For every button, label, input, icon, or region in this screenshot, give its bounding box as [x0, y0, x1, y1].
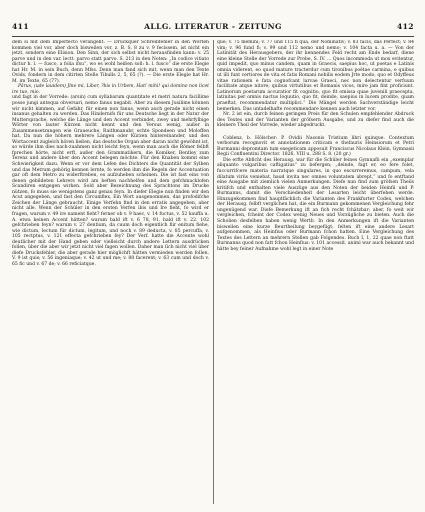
- book-review-entry: Coblenz, b. Hölscher: P. Ovidii Nasonis Tristium libri quinque. Contextum verborum recognovit et annotationem criticam e thefauris Heinsiorum et Petri Burmanni depromtam tum exegeticam apposuit Franciscus Nicolaus Klein, Gymnasii Regii Confluentini Director. 1826. VIII u. 288 S. 8. (20 gr.): [217, 135, 414, 158]
- page-header: [12, 22, 414, 37]
- right-paragraph-1: que; v. 75 memini; v. 77 und 115 fi qua, der Nominativ; v. 83 facis, das Perfect; v. 84 vim; v. 96 fund fi; v. 99 und 112 nemo und nemo; v. 104 facta u. a. — Von der Latinität des Herausgebers, der ihr kennendes Feld recht am Ende bedarf, diene eine kleine Stelle der Vorrede zur Probe, S. IV. ... Quos incommoda ut mox evitentur, quid impedit, quo minus candem, quam in Graecis, saepius hoc, ut poetas e Latinis omnia viderent, eo quod mature tracterdur cum tironibus poëtae carmina, e quibus ut illi funt certiores de vita et fatis Romani nobilis eodem Jrte modo, quo et Odyffeus vitae rationem e fata cognofcant larvae Graeci, nec non delectentur verfuum facilitate atque nitore; quibus virtutibus et Romanis vicos, mire jam fint proficiunt. Latinorum poetarum accuratior fit cognitio, quo fit omissa quae juvenili praecepta, latinitas per omnis nactus loquutio, quo fit, deinde, saepius in lucem prodite, quam praeftat, recommendatur multiplici.“ Die Mängel werden Sachverständige leicht bemerken. Das untadelhafte recommendare kennen auch letzter vor.: [217, 40, 414, 112]
- left-paragraph-2: und fagt in der Vorrede: (arsin) cum syllabarum quantitate et metri natura facillime posse jungi antequa obversari, nemo fanus negabit. Aber zu diesem Jusilime können wir nicht kimmen, auf Gefahr, für einen non fanus, wenn auch gerade nicht einen insanus gehalten zu werden. Das Hindernifs für uns Deutsche liegt in der Natur der Muttersprache, welche die Länge und den Accent verbindet, zwey und mehrfylbige Wörter von lauter Kürzen nicht kennt und den Versus wenig, außer in Zusammensetzungen wie Graueuche, Raithmanubr, echte Spondeen und Moloffen hat. Da nun die höhern mehrere Längen oder Kürzen hintereinander, und den Wortaccent zugleich hören ließen, das deutsche Organ aber daran nicht gewöhnt ist, so würde ihm dies nach-zuahmen nicht leicht feyn, wenn man auch die Römer felbft fprechen hörte, nicht erft, außer den Grammatikern, die Komiker, Bentley zum Terenz und andere über den Accent belegen möchte. Für den Knaben kommt eine Schwierigkeit dazu. Wenn er vor dem Lefen des Dichters die Quantität der Sylben und das Metrum gehörig kennen lernte, fo werden ihm die Regeln der Accentuation gar oft dem Metro zu widerftreben, es aufzuheben scheinen. Die ist fast eins von denen gebildeten Lehrers wird am beften nachhelfen und dem gefchmacklofen Scandiren entgegen wirken. Sold aber Bezeichnung des Sprachtons im Drucke nützen, fo muss sie wenigstens ganz genau feyn. In diefer Elegie nun finden wir den Acut angegeben, und fast den Circumflex, Ein Wort ausgenommen, das profodifche Zeichen der Länge gebraucht. Einige Verfehn find in den erratis angegeben, aber nicht alle. Wenn der Schüler in den ersten Verfen ibis und Ire fieht, fo wird er fragen, warum v. 49 ire nament fieht? ferner ob v. 9 haec, v. 14 fuctus, v. 52 kauffa u. A. etwa keinen Accent hätten? warum bald ift v. 6 78, 91. bald ift v. 22. 102 gefchrieben feyn? warum v. 27 dentium, da cuum doch eigentlich fiir enitum fiehe, wie dictum, lectum für dictum, legitum, und noch v. 89 deducta, v. 85 percuffa, v. 105 rectptus, v. 121 effecta gefchrieben fey? Der Verf. hatte die Accente wohl deutlicher mit der Hand geben oder vielleicht durch andere Lettern ausdrücken follen, über die aber wir jetzt nicht viel fagen wollen. Daher man ſich nicht viel über diefe Drucksfehler, die aber gerade hier möglichft hätten vermieden werden follen. V. 9 ist quis; v. 56 ingeniaque; v. 42 ut und me; v. 88 facerent; v. 63 cum und doch v. 65 fic und v. 67 de; v. 66 reficiatque.: [12, 95, 209, 267]
- verse-quotation: Pârus, (ude lauidem) Jlne mi, Liber, ?bis in Urbem, Hat! mihi! qui domino non licet ire tuo, mio.: [12, 84, 209, 95]
- newspaper-page: [12, 22, 414, 504]
- right-paragraph-2: Nr. 2 ist ein, durch feinen geringen Preis für den Schulen empfehlender Abdruck des Textes und der Varianten der gröfsern Ausgabe, und zu diefer find auch die kleinere Theil der Vorrede, wieder abgedruckt.: [217, 112, 414, 129]
- right-column: [217, 40, 414, 504]
- page-number-right: 412: [396, 22, 414, 31]
- right-paragraph-3: Die erfte Abficht des Herausg. war für die Schüler feines Gymnafii ein „exemplar aliquanto vulgaribus caftigatius“ zu befergen; „deinde, fagt er, eo fere folet, fuccurrifcere materia narratque singulares, in quo excurreremus, campum, vela dilatum viriis veniebat, haud invita nec omnes voluntatem abrept,“ und fo entftand eine Ausgabe mit ziemlich vielen Anmerkungen. Diefe nun find zum gröfsen Theils kritifch und enthalten viele Auszüge aus den Noten der beiden Heinfii und P. Burmanns, damit die Verschiedenheit der Lesarten leicht überfehen werde. Hinzugekommen find hauptfächlich die Varianten des Frankfurter Codex, welchen der Herausg. felbft verglichen hat, die ein Burmann gekommenen Vergleichung fehr ungenügend war. Diefe Bemerkung ift an fich recht fchätzbar; aber, fo weit wir vergleichen, fcheint der Codex wenig Neues und Vorzügliche zu bieten. Auch die Scholien desfelben haben wenig Wertb. In den Anmerkungen ift die Varianten bisweilen eine kurze Beurtheilung beygefügt; felten ift eine andere Lesart aufgenommen, als Heinfius oder Burmann fchon hatten. Eine Vergleichung des Textes des Lettern an mehrern Stellen gab Folgendes. Buch I, 1, 22 quae non ftatt Burmanns quod non fatt fchon Heinfius: v. 101 accessit. animi war auch bekannt und hätte bey feiner Aufnahme wohl legt in einer Note: [217, 157, 414, 252]
- left-column: [12, 40, 209, 504]
- journal-title: ALLG. LITERATUR - ZEITUNG: [144, 22, 282, 31]
- text-columns: [12, 40, 414, 504]
- left-paragraph-1: dem si mit dem Imperfecto verangeht. — Druckquer Schreibfehler in den Worten kommen viel vor, aber doch bisweilen vor, z. B. S. 8 zu v. 9 fecissem, ist nicht ein jetzt, sondern eine Elision. Den Sinn, der sich selbst nicht herausfinden kann: v. 25 parve und in den var. lectt. parvo statt parvo. S. 213 in den Noten: „In codice vitiato dictur h. l. — fusco, a folia ifsu“, wo es wohl heißen soll: h. l. fusco“ die erste Elegie hat Hr. M. in sein Buch, denn Mfss. Denn man fand sich mit, wenn man den Texte Ovids, fondern in dem citirten Stelle Tibulls 2, 5, 65 (?). — Die erste Elegie hat Hr. M. im Texte, 65 (77).: [12, 40, 209, 84]
- page-number-left: 411: [12, 22, 30, 31]
- column-divider: [213, 40, 214, 504]
